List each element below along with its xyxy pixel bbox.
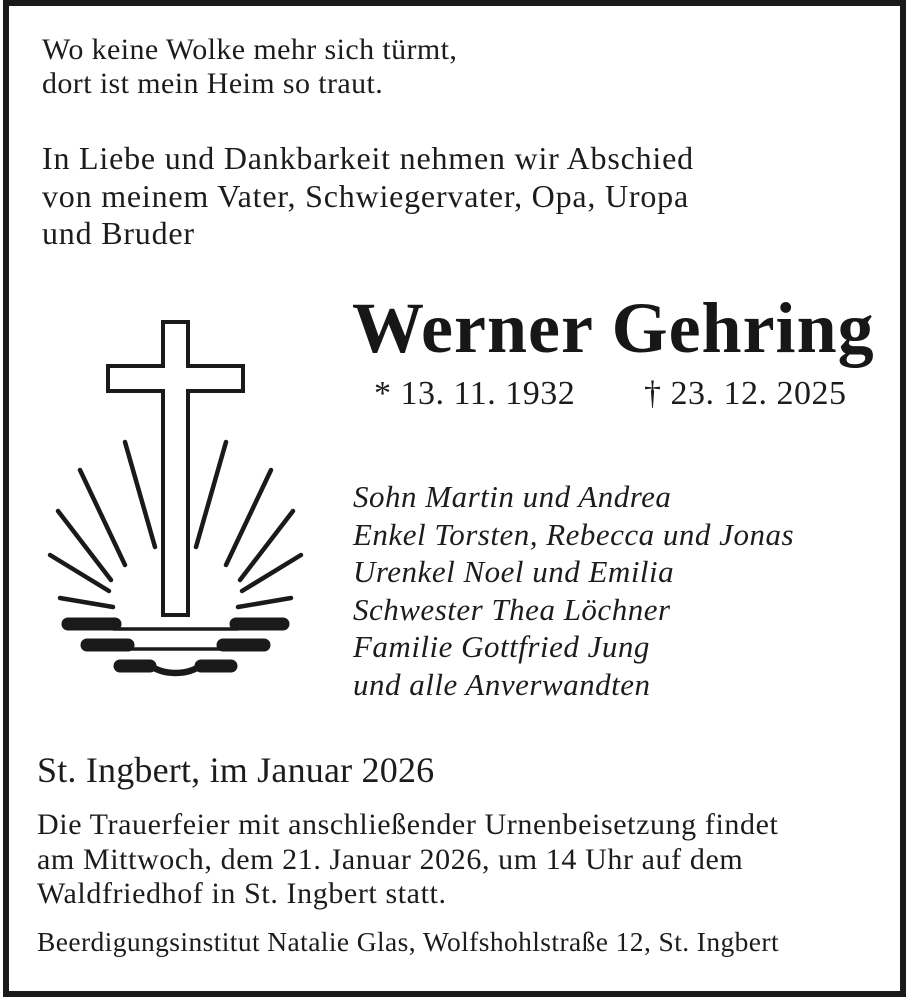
mourner-line: Urenkel Noel und Emilia [353, 554, 675, 589]
funeral-info-line: Waldfriedhof in St. Ingbert statt. [37, 877, 447, 910]
funeral-info-line: Die Trauerfeier mit anschließender Urnenbeisetzung findet [37, 808, 779, 841]
mourners-list [353, 478, 794, 703]
verse-line: dort ist mein Heim so traut. [42, 67, 384, 100]
intro-line: In Liebe und Dankbarkeit nehmen wir Abschied [42, 140, 694, 176]
mourner-line: Enkel Torsten, Rebecca und Jonas [353, 516, 795, 552]
death-date: † 23. 12. 2025 [644, 375, 847, 412]
opening-verse [42, 33, 457, 101]
deceased-name: Werner Gehring [352, 288, 875, 368]
mourner-line: Familie Gottfried Jung [353, 629, 650, 664]
intro-line: und Bruder [42, 215, 195, 251]
mourner-line: und alle Anverwandten [353, 666, 651, 702]
place-and-date: St. Ingbert, im Januar 2026 [37, 750, 435, 790]
cross-rays-icon [45, 315, 306, 687]
verse-line: Wo keine Wolke mehr sich türmt, [42, 33, 458, 66]
birth-date: * 13. 11. 1932 [374, 375, 576, 412]
mourner-line: Schwester Thea Löchner [353, 591, 671, 627]
mourner-line: Sohn Martin und Andrea [353, 479, 672, 514]
funeral-info-line: am Mittwoch, dem 21. Januar 2026, um 14 Uhr auf dem [37, 842, 744, 876]
funeral-info [37, 808, 778, 912]
intro-line: von meinem Vater, Schwiegervater, Opa, Uropa [42, 177, 689, 214]
intro-text [42, 140, 694, 253]
funeral-home-line: Beerdigungsinstitut Natalie Glas, Wolfshohlstraße 12, St. Ingbert [37, 926, 779, 957]
